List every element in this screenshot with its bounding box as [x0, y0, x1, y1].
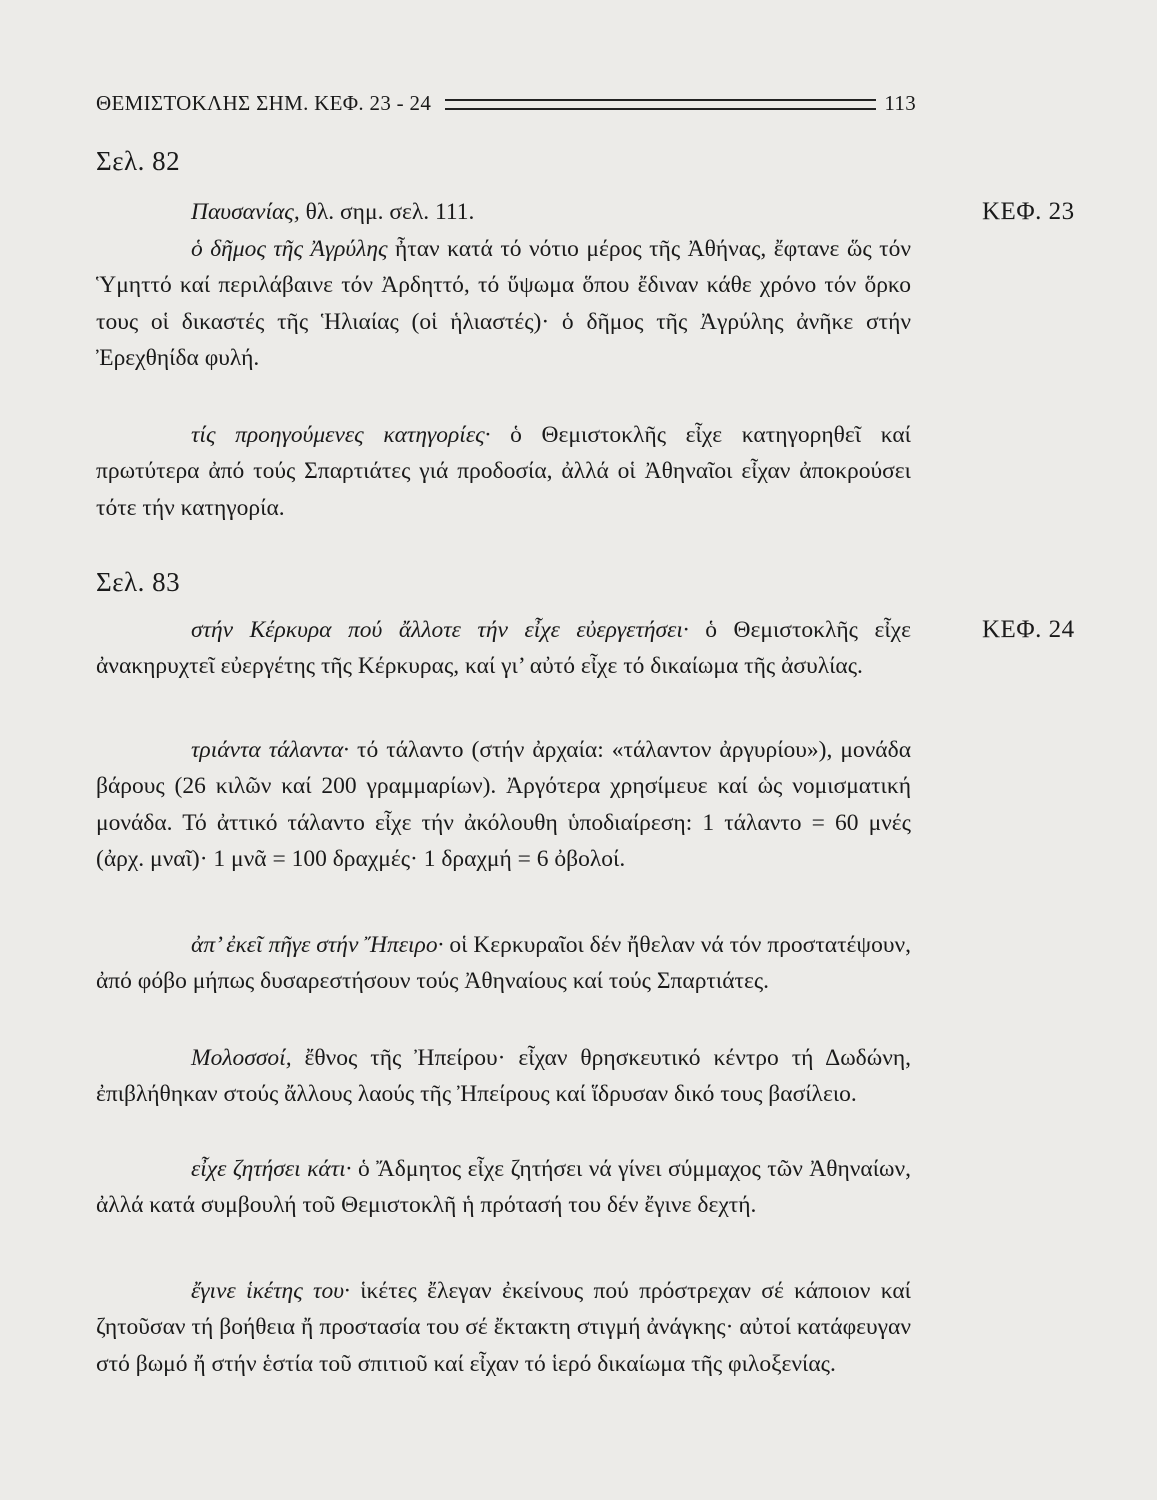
running-head-title: ΘΕΜΙΣΤΟΚΛΗΣ ΣΗΜ. ΚΕΦ. 23 - 24 — [96, 90, 432, 115]
header-double-rule — [445, 99, 876, 110]
page-number: 113 — [884, 90, 916, 115]
gloss-lemma: Μολοσσοί, — [191, 1045, 292, 1071]
gloss-text: ἔθνος τῆς Ἠπείρου· εἶχαν θρησκευτικό κέντρο τή Δωδώνη, ἐπιβλήθηκαν στούς ἄλλους λαούς τῆς Ἠπείρους καί ἵδρυσαν δικό τους βασίλειο. — [96, 1045, 911, 1108]
gloss-entry — [96, 194, 911, 230]
gloss-entry — [96, 732, 911, 878]
gloss-lemma: στήν Κέρκυρα πού ἄλλοτε τήν εἶχε εὐεργετήσει· — [191, 617, 689, 643]
gloss-lemma: εἶχε ζητήσει κάτι· — [191, 1156, 352, 1182]
gloss-lemma: τριάντα τάλαντα· — [191, 737, 350, 763]
gloss-lemma: ὁ δῆμος τῆς Ἀγρύλης — [191, 236, 388, 262]
gloss-entry — [96, 612, 911, 685]
section-heading: Σελ. 83 — [96, 567, 181, 597]
gloss-entry — [96, 1151, 911, 1224]
gloss-lemma: τίς προηγούμενες κατηγορίες· — [191, 422, 491, 448]
gloss-text: τό τάλαντο (στήν ἀρχαία: «τάλαντον ἀργυρίου»), μονάδα βάρους (26 κιλῶν καί 200 γραμμαρίων). Ἀργότερα χρησίμευε καί ὡς νομισματική μονάδα. Τό ἀττικό τάλαντο εἶχε τήν ἀκόλουθη ὑποδιαίρεση: 1 τάλαντο = 60 μνές (ἀρχ. μναῖ)· 1 μνᾶ = 100 δραχμές· 1 δραχμή = 6 ὀβολοί. — [96, 737, 912, 873]
gloss-entry — [96, 417, 911, 526]
gloss-entry — [96, 927, 911, 1000]
gloss-entry — [96, 1040, 911, 1113]
gloss-text: ὁ Θεμιστοκλῆς εἶχε κατηγορηθεῖ καί πρωτύτερα ἀπό τούς Σπαρτιάτες γιά προδοσία, ἀλλά οἱ Ἀθηναῖοι εἶχαν ἀποκρούσει τότε τήν κατηγορία. — [96, 422, 912, 521]
gloss-entry — [96, 231, 911, 377]
gloss-text: ὁ Ἄδμητος εἶχε ζητήσει νά γίνει σύμμαχος τῶν Ἀθηναίων, ἀλλά κατά συμβουλή τοῦ Θεμιστοκλῆ ἡ πρότασή του δέν ἔγινε δεχτή. — [96, 1156, 911, 1219]
gloss-text: ἦταν κατά τό νότιο μέρος τῆς Ἀθήνας, ἔφτανε ὥς τόν Ὑμηττό καί περιλάβαινε τόν Ἀρδηττό, τό ὕψωμα ὅπου ἔδιναν κάθε χρόνο τόν ὅρκο τους οἱ δικαστές τῆς Ἡλιαίας (οἱ ἡλιαστές)· ὁ δῆμος τῆς Ἀγρύλης ἀνῆκε στήν Ἐρεχθηίδα φυλή. — [96, 236, 911, 372]
gloss-lemma: Παυσανίας, — [191, 199, 300, 225]
gloss-lemma: ἀπ’ ἐκεῖ πῆγε στήν Ἤπειρο· — [191, 932, 444, 958]
chapter-margin-note: ΚΕΦ. 23 — [982, 198, 1075, 225]
gloss-text: ὁ Θεμιστοκλῆς εἶχε ἀνακηρυχτεῖ εὐεργέτης τῆς Κέρκυρας, καί γι’ αὐτό εἶχε τό δικαίωμα τῆς ἀσυλίας. — [96, 617, 911, 680]
gloss-text: θλ. σημ. σελ. 111. — [299, 199, 475, 225]
section-heading: Σελ. 82 — [96, 146, 181, 176]
gloss-text: οἱ Κερκυραῖοι δέν ἤθελαν νά τόν προστατέψουν, ἀπό φόβο μήπως δυσαρεστήσουν τούς Ἀθηναίους καί τούς Σπαρτιάτες. — [96, 932, 912, 995]
chapter-margin-note: ΚΕΦ. 24 — [982, 616, 1075, 643]
gloss-lemma: ἔγινε ἱκέτης του· — [191, 1278, 350, 1304]
gloss-entry — [96, 1273, 911, 1382]
gloss-text: ἱκέτες ἔλεγαν ἐκείνους πού πρόστρεχαν σέ κάποιον καί ζητοῦσαν τή βοήθεια ἤ προστασία του σέ ἔκτακτη στιγμή ἀνάγκης· αὐτοί κατάφευγαν στό βωμό ἤ στήν ἑστία τοῦ σπιτιοῦ καί εἶχαν τό ἱερό δικαίωμα τῆς φιλοξενίας. — [96, 1278, 911, 1377]
running-head — [96, 86, 916, 120]
